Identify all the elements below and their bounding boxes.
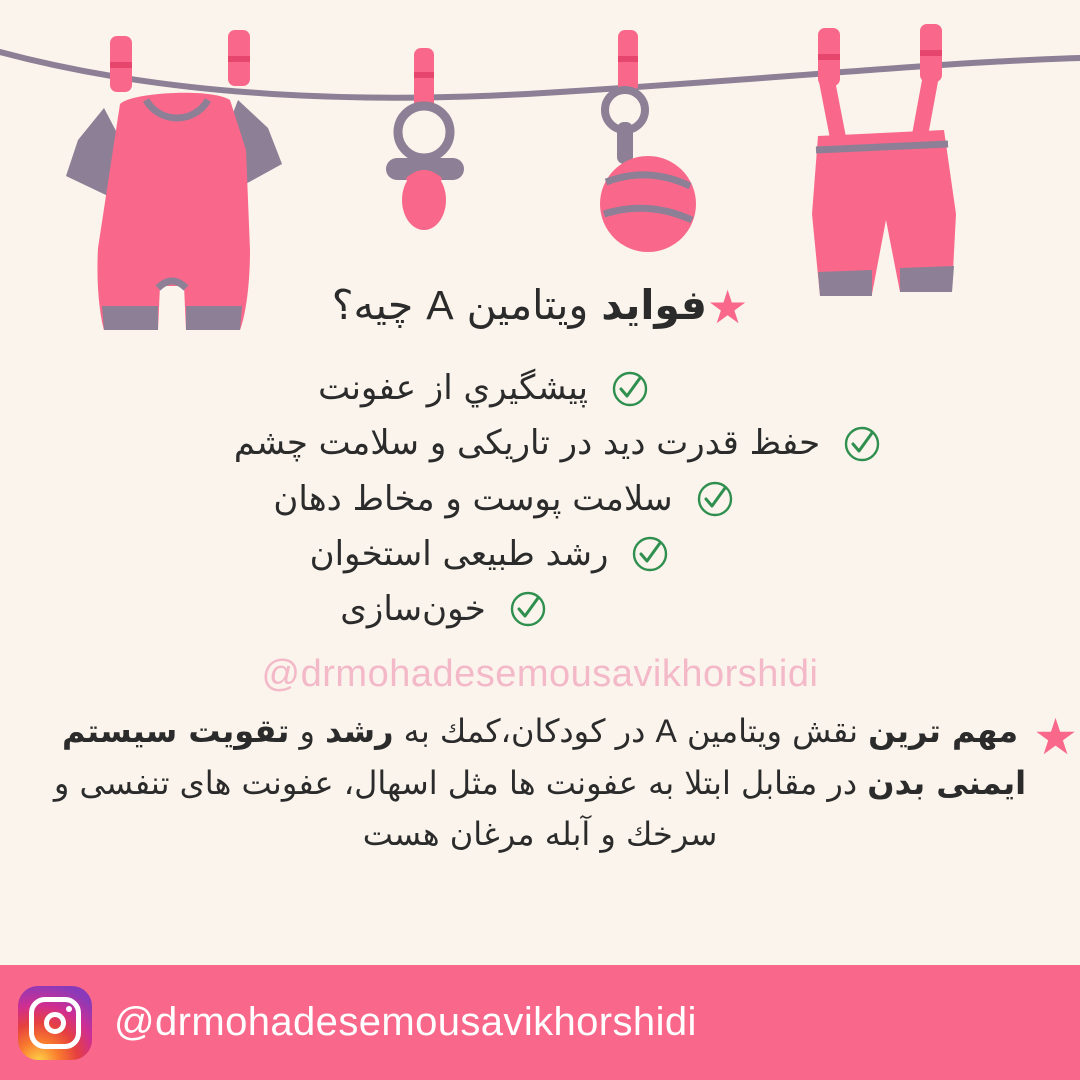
list-item-label: رشد طبیعی استخوان <box>309 533 609 574</box>
star-icon: ★ <box>706 280 749 334</box>
paragraph-text-2: در کودکان،كمك به <box>393 711 656 750</box>
list-item-label: حفظ قدرت دید در تاریکی و سلامت چشم <box>233 423 821 464</box>
paragraph-latin: A <box>655 712 677 749</box>
post-content <box>0 278 1080 861</box>
clothespin <box>818 28 840 86</box>
watermark-handle: @drmohadesemousavikhorshidi <box>261 652 819 695</box>
clothespin <box>414 48 434 110</box>
clothesline <box>0 52 1080 98</box>
headline-end: چیه؟ <box>331 281 427 329</box>
list-item <box>24 361 944 416</box>
list-item-label: پیشگیري از عفونت <box>318 368 588 409</box>
benefits-list <box>0 361 1080 636</box>
list-item-label: خون‌سازی <box>340 588 486 629</box>
paragraph-bold-1: مهم ترین <box>868 711 1019 750</box>
clothespin <box>110 30 250 92</box>
check-circle-icon <box>630 534 670 574</box>
paragraph-text-4: در مقابل ابتلا به عفونت ها مثل اسهال، عفونت های تنفسی و سرخك و آبله مرغان هست <box>53 763 868 854</box>
clothespin <box>618 30 638 92</box>
baby-pants <box>812 24 956 296</box>
list-item <box>44 472 964 527</box>
footer-bar <box>0 965 1080 1080</box>
list-item <box>98 416 1018 471</box>
star-icon: ★ <box>1033 707 1078 766</box>
body-paragraph <box>0 706 1080 861</box>
check-circle-icon <box>842 424 882 464</box>
footer-handle[interactable]: @drmohadesemousavikhorshidi <box>114 1000 697 1044</box>
list-item <box>30 527 950 582</box>
rattle <box>600 30 696 252</box>
check-circle-icon <box>508 589 548 629</box>
paragraph-text-1: نقش ویتامین <box>676 711 869 750</box>
paragraph-bold-2: رشد <box>325 711 394 750</box>
check-circle-icon <box>695 479 735 519</box>
paragraph-bold-3: تقویت سیستم ایمنی بدن <box>61 711 1027 802</box>
list-item <box>0 582 904 637</box>
headline-latin: A <box>426 282 454 328</box>
instagram-icon[interactable] <box>18 986 92 1060</box>
pacifier <box>386 48 464 230</box>
headline-mid: ویتامین <box>453 281 602 329</box>
check-circle-icon <box>610 369 650 409</box>
list-item-label: سلامت پوست و مخاط دهان <box>273 478 673 519</box>
paragraph-text-3: و <box>289 711 326 750</box>
clothespin <box>920 24 942 82</box>
headline-bold: فواید <box>601 281 707 329</box>
page-title <box>0 278 1080 333</box>
